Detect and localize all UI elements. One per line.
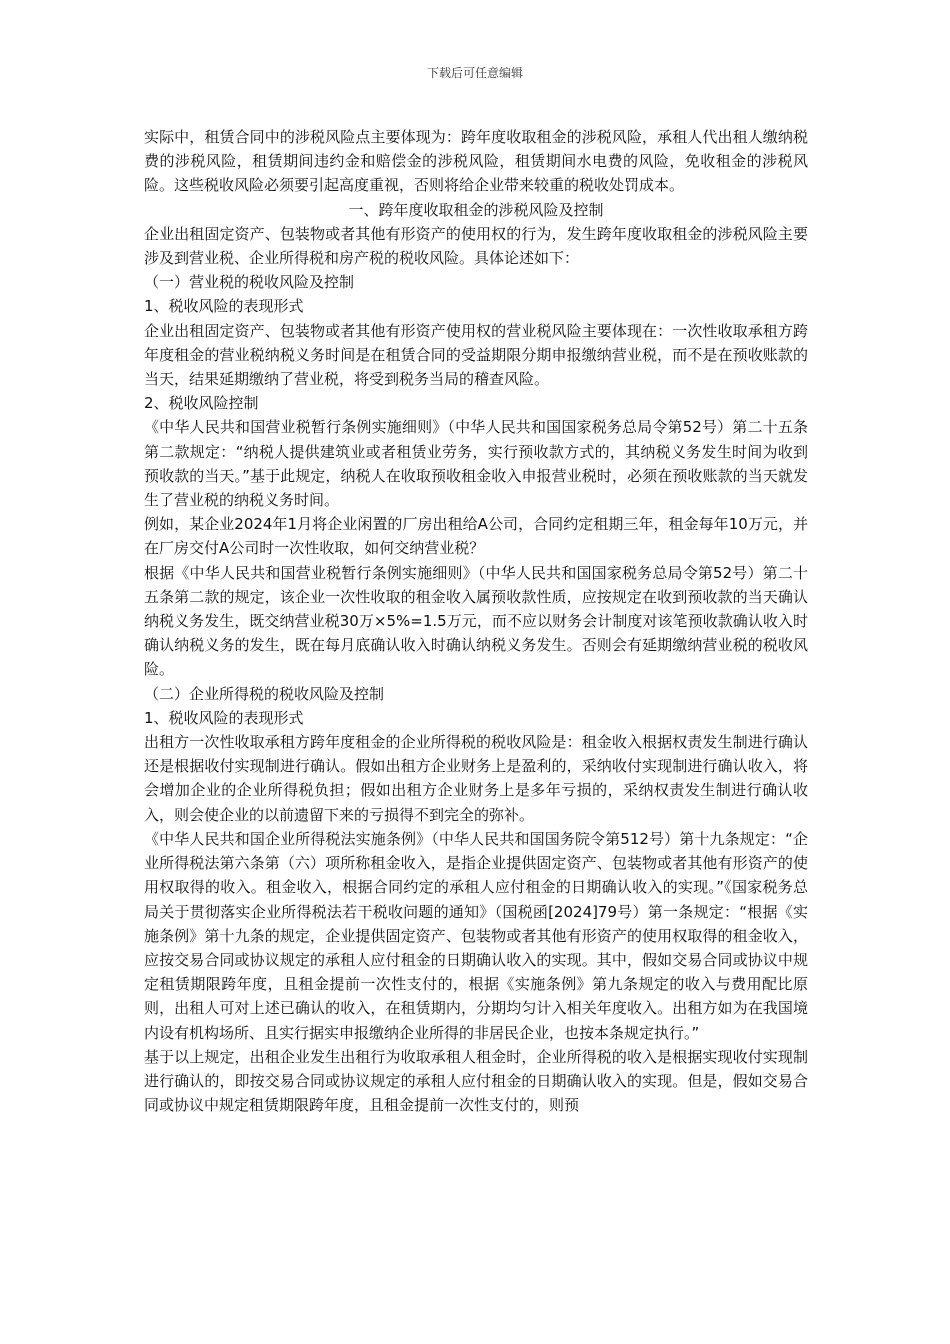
paragraph: 基于以上规定，出租企业发生出租行为收取承租人租金时，企业所得税的收入是根据实现收付实现制进行确认的，即按交易合同或协议规定的承租人应付租金的日期确认收入的实现。但是，假如交易合同或协议中规定租赁期限跨年度，且租金提前一次性支付的，则预	[144, 1047, 808, 1115]
paragraph: 根据《中华人民共和国营业税暂行条例实施细则》（中华人民共和国国家税务总局令第52号）第二十五条第二款的规定，该企业一次性收取的租金收入属预收款性质，应按规定在收到预收款的当天确认纳税义务发生，既交纳营业税30万×5%=1.5万元，而不应以财务会计制度对该笔预收款确认收入时确认纳税义务的发生，既在每月底确认收入时确认纳税义务发生。否则会有延期缴纳营业税的税收风险。	[144, 563, 808, 679]
subsection-heading: （二）企业所得税的税收风险及控制	[144, 684, 385, 703]
paragraph-intro: 实际中，租赁合同中的涉税风险点主要体现为：跨年度收取租金的涉税风险，承租人代出租人缴纳税费的涉税风险，租赁期间违约金和赔偿金的涉税风险，租赁期间水电费的风险，免收租金的涉税风险。这些税收风险必须要引起高度重视，否则将给企业带来较重的税收处罚成本。	[144, 128, 808, 195]
item-heading: 1、税收风险的表现形式	[144, 297, 304, 316]
subsection-heading: （一）营业税的税收风险及控制	[144, 273, 355, 292]
paragraph: 《中华人民共和国企业所得税法实施条例》（中华人民共和国国务院令第512号）第十九条规定：“企业所得税法第六条第（六）项所称租金收入，是指企业提供固定资产、包装物或者其他有形资产的使用权取得的收入。租金收入，根据合同约定的承租人应付租金的日期确认收入的实现。”《国家税务总局关于贯彻落实企业所得税法若干税收问题的通知》（国税函[2024]79号）第一条规定：“根据《实施条例》第十九条的规定，企业提供固定资产、包装物或者其他有形资产的使用权取得的租金收入，应按交易合同或协议规定的承租人应付租金的日期确认收入的实现。其中，假如交易合同或协议中规定租赁期限跨年度，且租金提前一次性支付的，根据《实施条例》第九条规定的收入与费用配比原则，出租人可对上述已确认的收入，在租赁期内，分期均匀计入相关年度收入。出租方如为在我国境内设有机构场所、且实行据实申报缴纳企业所得的非居民企业，也按本条规定执行。”	[144, 829, 808, 1042]
paragraph: 《中华人民共和国营业税暂行条例实施细则》（中华人民共和国国家税务总局令第52号）第二十五条第二款规定：“纳税人提供建筑业或者租赁业劳务，实行预收款方式的，其纳税义务发生时间为收到预收款的当天。”基于此规定，纳税人在收取预收租金收入申报营业税时，必须在预收账款的当天就发生了营业税的纳税义务时间。	[144, 418, 808, 510]
paragraph: 企业出租固定资产、包装物或者其他有形资产使用权的营业税风险主要体现在：一次性收取承租方跨年度租金的营业税纳税义务时间是在租赁合同的受益期限分期申报缴纳营业税，而不是在预收账款的当天，结果延期缴纳了营业税，将受到税务当局的稽查风险。	[144, 321, 808, 389]
item-heading: 2、税收风险控制	[144, 394, 259, 413]
item-heading: 1、税收风险的表现形式	[144, 708, 304, 727]
paragraph-example: 例如，某企业2024年1月将企业闲置的厂房出租给A公司，合同约定租期三年，租金每年10万元，并在厂房交付A公司时一次性收取，如何交纳营业税？	[144, 515, 808, 558]
header-note: 下载后可任意编辑	[426, 66, 523, 80]
document-body	[144, 125, 808, 1117]
paragraph: 企业出租固定资产、包装物或者其他有形资产的使用权的行为，发生跨年度收取租金的涉税风险主要涉及到营业税、企业所得税和房产税的税收风险。具体论述如下：	[144, 224, 808, 268]
section-heading: 一、跨年度收取租金的涉税风险及控制	[348, 200, 604, 219]
paragraph: 出租方一次性收取承租方跨年度租金的企业所得税的税收风险是：租金收入根据权责发生制进行确认还是根据收付实现制进行确认。假如出租方企业财务上是盈利的，采纳收付实现制进行确认收入，将会增加企业的企业所得税负担；假如出租方企业财务上是多年亏损的，采纳权责发生制进行确认收入，则会使企业的以前遗留下来的亏损得不到完全的弥补。	[144, 733, 808, 824]
